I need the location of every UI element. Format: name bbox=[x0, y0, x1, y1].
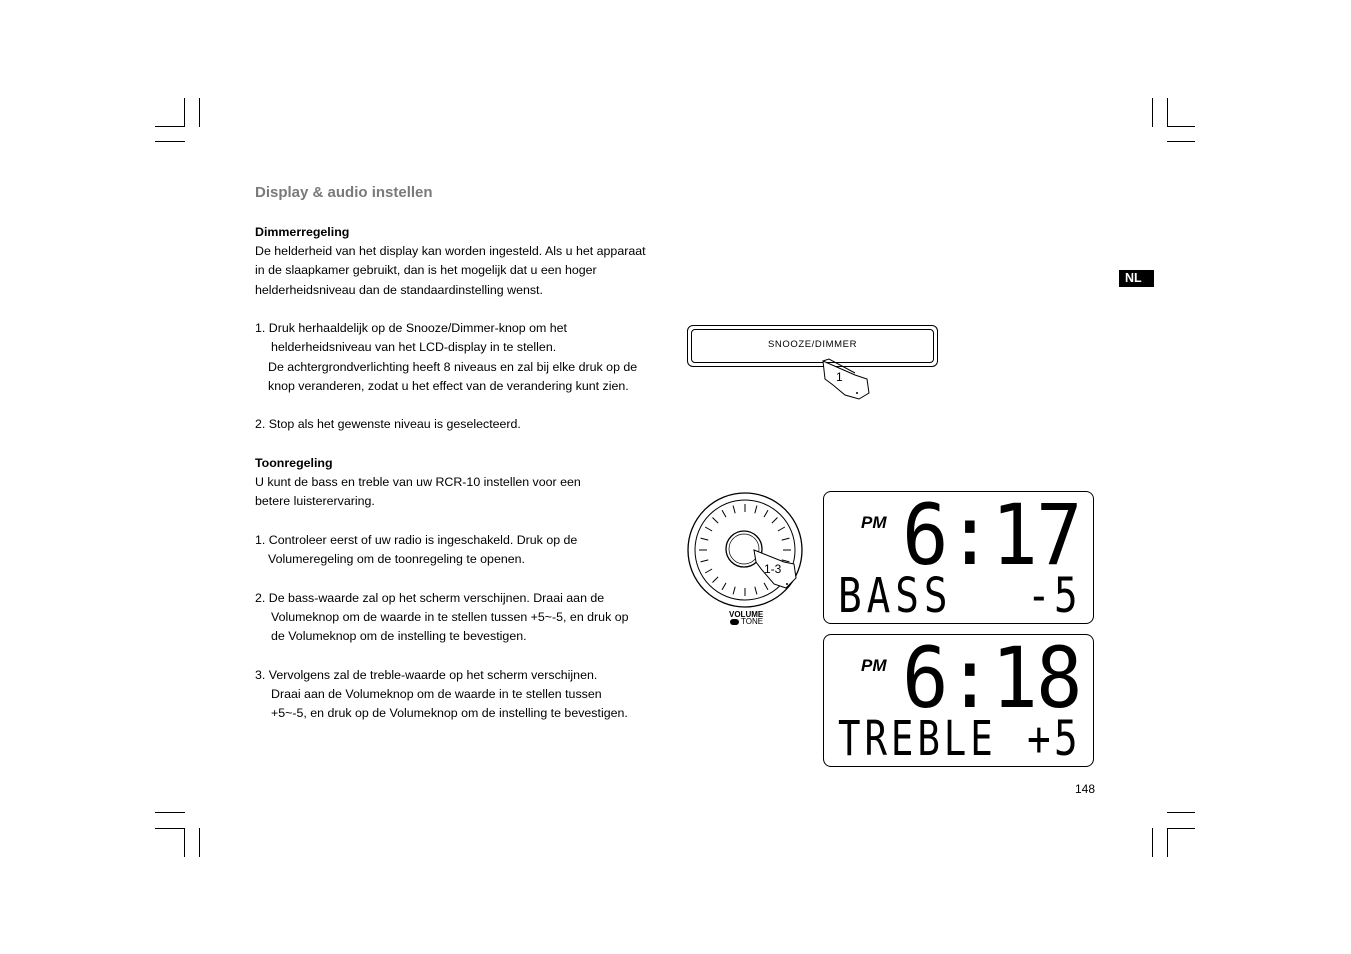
lcd-ampm: PM bbox=[861, 656, 887, 675]
tone-step-3: +5~-5, en druk op de Volumeknop om de instelling te bevestigen. bbox=[271, 706, 628, 720]
tone-step-3: 3. Vervolgens zal de treble-waarde op het scherm verschijnen. bbox=[255, 668, 598, 682]
snooze-step-label: 1 bbox=[836, 370, 843, 384]
lcd-display-treble bbox=[823, 629, 1094, 767]
dimmer-intro-line: in de slaapkamer gebruikt, dan is het mogelijk dat u een hoger bbox=[255, 263, 597, 277]
dimmer-step-1: 1. Druk herhaaldelijk op de Snooze/Dimmer-knop om het bbox=[255, 321, 567, 335]
volume-knob bbox=[686, 492, 810, 614]
tone-step-2: de Volumeknop om de instelling te bevestigen. bbox=[271, 629, 527, 643]
dimmer-intro-line: De helderheid van het display kan worden ingesteld. Als u het apparaat bbox=[255, 244, 646, 258]
dimmer-heading: Dimmerregeling bbox=[255, 225, 350, 239]
snooze-dimmer-button bbox=[687, 325, 938, 367]
knob-step-label: 1-3 bbox=[764, 562, 782, 576]
dimmer-step-2: 2. Stop als het gewenste niveau is geselecteerd. bbox=[255, 417, 521, 431]
lcd-tone-value: +5 bbox=[1027, 711, 1081, 767]
pointing-hand-icon bbox=[815, 355, 875, 403]
knob-tone-label: TONE bbox=[741, 617, 764, 626]
lcd-display-bass bbox=[823, 486, 1094, 624]
tone-press-icon bbox=[730, 619, 739, 625]
dimmer-step-1: De achtergrondverlichting heeft 8 niveaus en zal bij elke druk op de bbox=[268, 360, 638, 374]
tone-step-1: 1. Controleer eerst of uw radio is ingeschakeld. Druk op de bbox=[255, 533, 578, 547]
tone-step-2: Volumeknop om de waarde in te stellen tussen +5~-5, en druk op bbox=[271, 610, 629, 624]
tone-step-2: 2. De bass-waarde zal op het scherm verschijnen. Draai aan de bbox=[255, 591, 605, 605]
lcd-time: 6:18 bbox=[902, 629, 1081, 727]
lcd-time: 6:17 bbox=[902, 486, 1081, 584]
tone-step-1: Volumeregeling om de toonregeling te openen. bbox=[268, 552, 525, 566]
tone-step-3: Draai aan de Volumeknop om de waarde in te stellen tussen bbox=[271, 687, 602, 701]
language-tab: NL bbox=[1119, 270, 1154, 287]
tone-heading: Toonregeling bbox=[255, 456, 333, 470]
dimmer-step-1: helderheidsniveau van het LCD-display in te stellen. bbox=[271, 340, 557, 354]
section-title: Display & audio instellen bbox=[255, 184, 433, 201]
lcd-tone-name: BASS bbox=[838, 568, 953, 624]
knob-volume-label: VOLUME bbox=[729, 610, 764, 619]
tone-intro-line: betere luisterervaring. bbox=[255, 494, 375, 508]
dimmer-step-1: knop veranderen, zodat u het effect van de verandering kunt zien. bbox=[268, 379, 629, 393]
lcd-tone-value: -5 bbox=[1027, 568, 1081, 624]
snooze-dimmer-label: SNOOZE/DIMMER bbox=[767, 339, 858, 350]
lcd-tone-name: TREBLE bbox=[838, 711, 997, 767]
dimmer-intro-line: helderheidsniveau dan de standaardinstelling wenst. bbox=[255, 283, 543, 297]
lcd-ampm: PM bbox=[861, 513, 887, 532]
page-number: 148 bbox=[1075, 782, 1096, 796]
tone-intro-line: U kunt de bass en treble van uw RCR-10 instellen voor een bbox=[255, 475, 581, 489]
